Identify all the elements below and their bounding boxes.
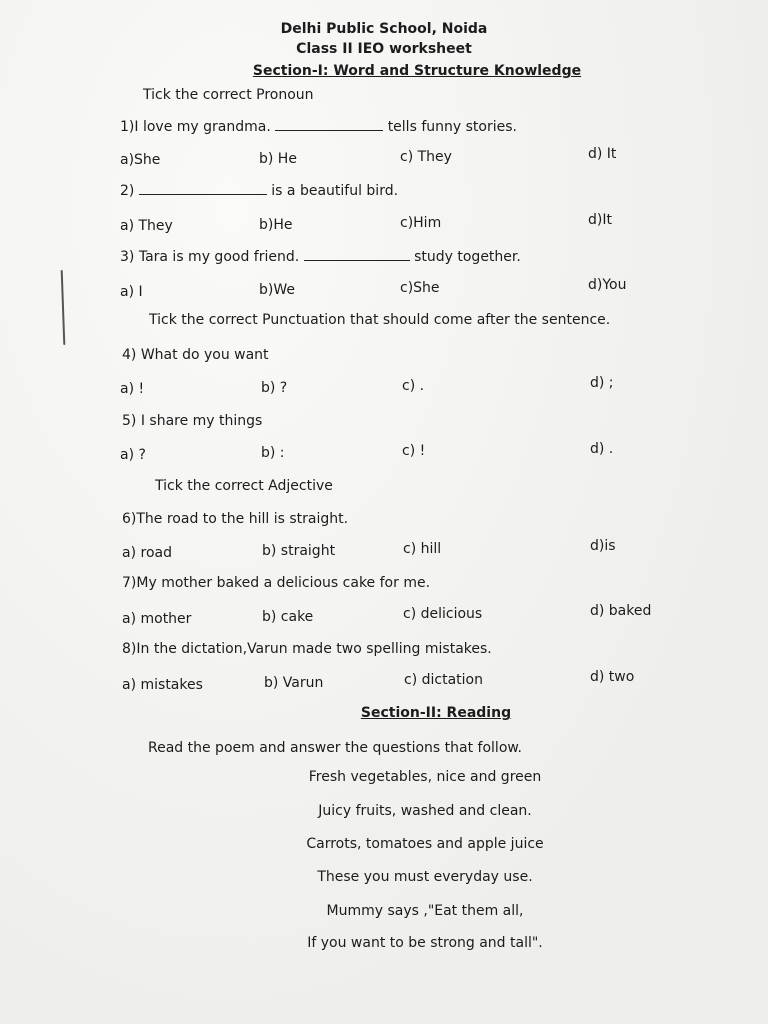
option-1a[interactable]: a)She — [120, 152, 161, 168]
question-3 — [120, 248, 521, 266]
option-7a[interactable]: a) mother — [122, 611, 192, 627]
question-5 — [122, 412, 262, 430]
question-number: 3) — [120, 249, 135, 265]
answer-blank — [304, 248, 410, 261]
reading-instruction: Read the poem and answer the questions that follow. — [148, 740, 523, 756]
option-2c[interactable]: c)Him — [400, 215, 442, 231]
question-text: In the dictation,Varun made two spelling mistakes. — [136, 641, 492, 657]
option-4c[interactable]: c) . — [402, 378, 425, 394]
question-number: 1) — [120, 119, 135, 135]
pronoun-instruction: Tick the correct Pronoun — [143, 87, 314, 103]
answer-blank — [139, 182, 267, 195]
option-6d[interactable]: d)is — [590, 538, 616, 554]
question-number: 6) — [122, 511, 137, 527]
poem-line-4: These you must everyday use. — [317, 869, 533, 885]
option-3a[interactable]: a) I — [120, 284, 143, 300]
poem-line-6: If you want to be strong and tall". — [307, 935, 543, 951]
option-3c[interactable]: c)She — [400, 280, 440, 296]
question-2 — [120, 182, 398, 200]
option-7b[interactable]: b) cake — [262, 609, 314, 625]
question-number: 2) — [120, 183, 135, 199]
option-5b[interactable]: b) : — [261, 445, 285, 461]
question-number: 4) — [122, 347, 137, 363]
question-text: The road to the hill is straight. — [136, 511, 349, 527]
poem-line-1: Fresh vegetables, nice and green — [308, 769, 542, 785]
option-8d[interactable]: d) two — [590, 669, 635, 685]
punctuation-instruction: Tick the correct Punctuation that should come after the sentence. — [149, 312, 611, 328]
option-5c[interactable]: c) ! — [402, 443, 426, 459]
section-2-heading: Section-II: Reading — [360, 705, 512, 721]
question-1 — [120, 118, 517, 136]
question-text-pre: Tara is my good friend. — [138, 249, 300, 265]
option-7d[interactable]: d) baked — [590, 603, 652, 619]
question-text: What do you want — [140, 347, 269, 363]
option-6a[interactable]: a) road — [122, 545, 172, 561]
question-text: I share my things — [140, 413, 263, 429]
poem-line-2: Juicy fruits, washed and clean. — [318, 803, 532, 819]
option-4a[interactable]: a) ! — [120, 381, 145, 397]
option-1b[interactable]: b) He — [259, 151, 297, 167]
question-8 — [122, 640, 492, 658]
question-text-post: is a beautiful bird. — [271, 183, 399, 199]
option-2b[interactable]: b)He — [259, 217, 293, 233]
option-2a[interactable]: a) They — [120, 218, 173, 234]
question-number: 7) — [122, 575, 137, 591]
adjective-instruction: Tick the correct Adjective — [155, 478, 333, 494]
section-1-heading: Section-I: Word and Structure Knowledge — [252, 63, 582, 79]
option-8b[interactable]: b) Varun — [264, 675, 324, 691]
answer-blank — [275, 118, 383, 131]
poem-line-3: Carrots, tomatoes and apple juice — [306, 836, 544, 852]
option-8c[interactable]: c) dictation — [404, 672, 483, 688]
option-5a[interactable]: a) ? — [120, 447, 146, 463]
worksheet-title: Class II IEO worksheet — [296, 41, 472, 57]
option-6c[interactable]: c) hill — [403, 541, 442, 557]
question-7 — [122, 574, 430, 592]
question-text-post: tells funny stories. — [387, 119, 517, 135]
question-6 — [122, 510, 348, 528]
margin-pen-mark — [61, 270, 66, 345]
option-1c[interactable]: c) They — [400, 149, 452, 165]
option-4b[interactable]: b) ? — [261, 380, 288, 396]
poem-line-5: Mummy says ,"Eat them all, — [326, 903, 524, 919]
question-text-pre: I love my grandma. — [134, 119, 271, 135]
question-number: 5) — [122, 413, 137, 429]
school-name: Delhi Public School, Noida — [280, 21, 488, 37]
question-4 — [122, 346, 269, 364]
option-5d[interactable]: d) . — [590, 441, 614, 457]
question-number: 8) — [122, 641, 137, 657]
option-3b[interactable]: b)We — [259, 282, 295, 298]
option-2d[interactable]: d)It — [588, 212, 612, 228]
option-6b[interactable]: b) straight — [262, 543, 336, 559]
option-4d[interactable]: d) ; — [590, 375, 614, 391]
question-text: My mother baked a delicious cake for me. — [136, 575, 431, 591]
option-3d[interactable]: d)You — [588, 277, 627, 293]
option-8a[interactable]: a) mistakes — [122, 677, 203, 693]
option-1d[interactable]: d) It — [588, 146, 617, 162]
question-text-post: study together. — [414, 249, 521, 265]
option-7c[interactable]: c) delicious — [403, 606, 483, 622]
